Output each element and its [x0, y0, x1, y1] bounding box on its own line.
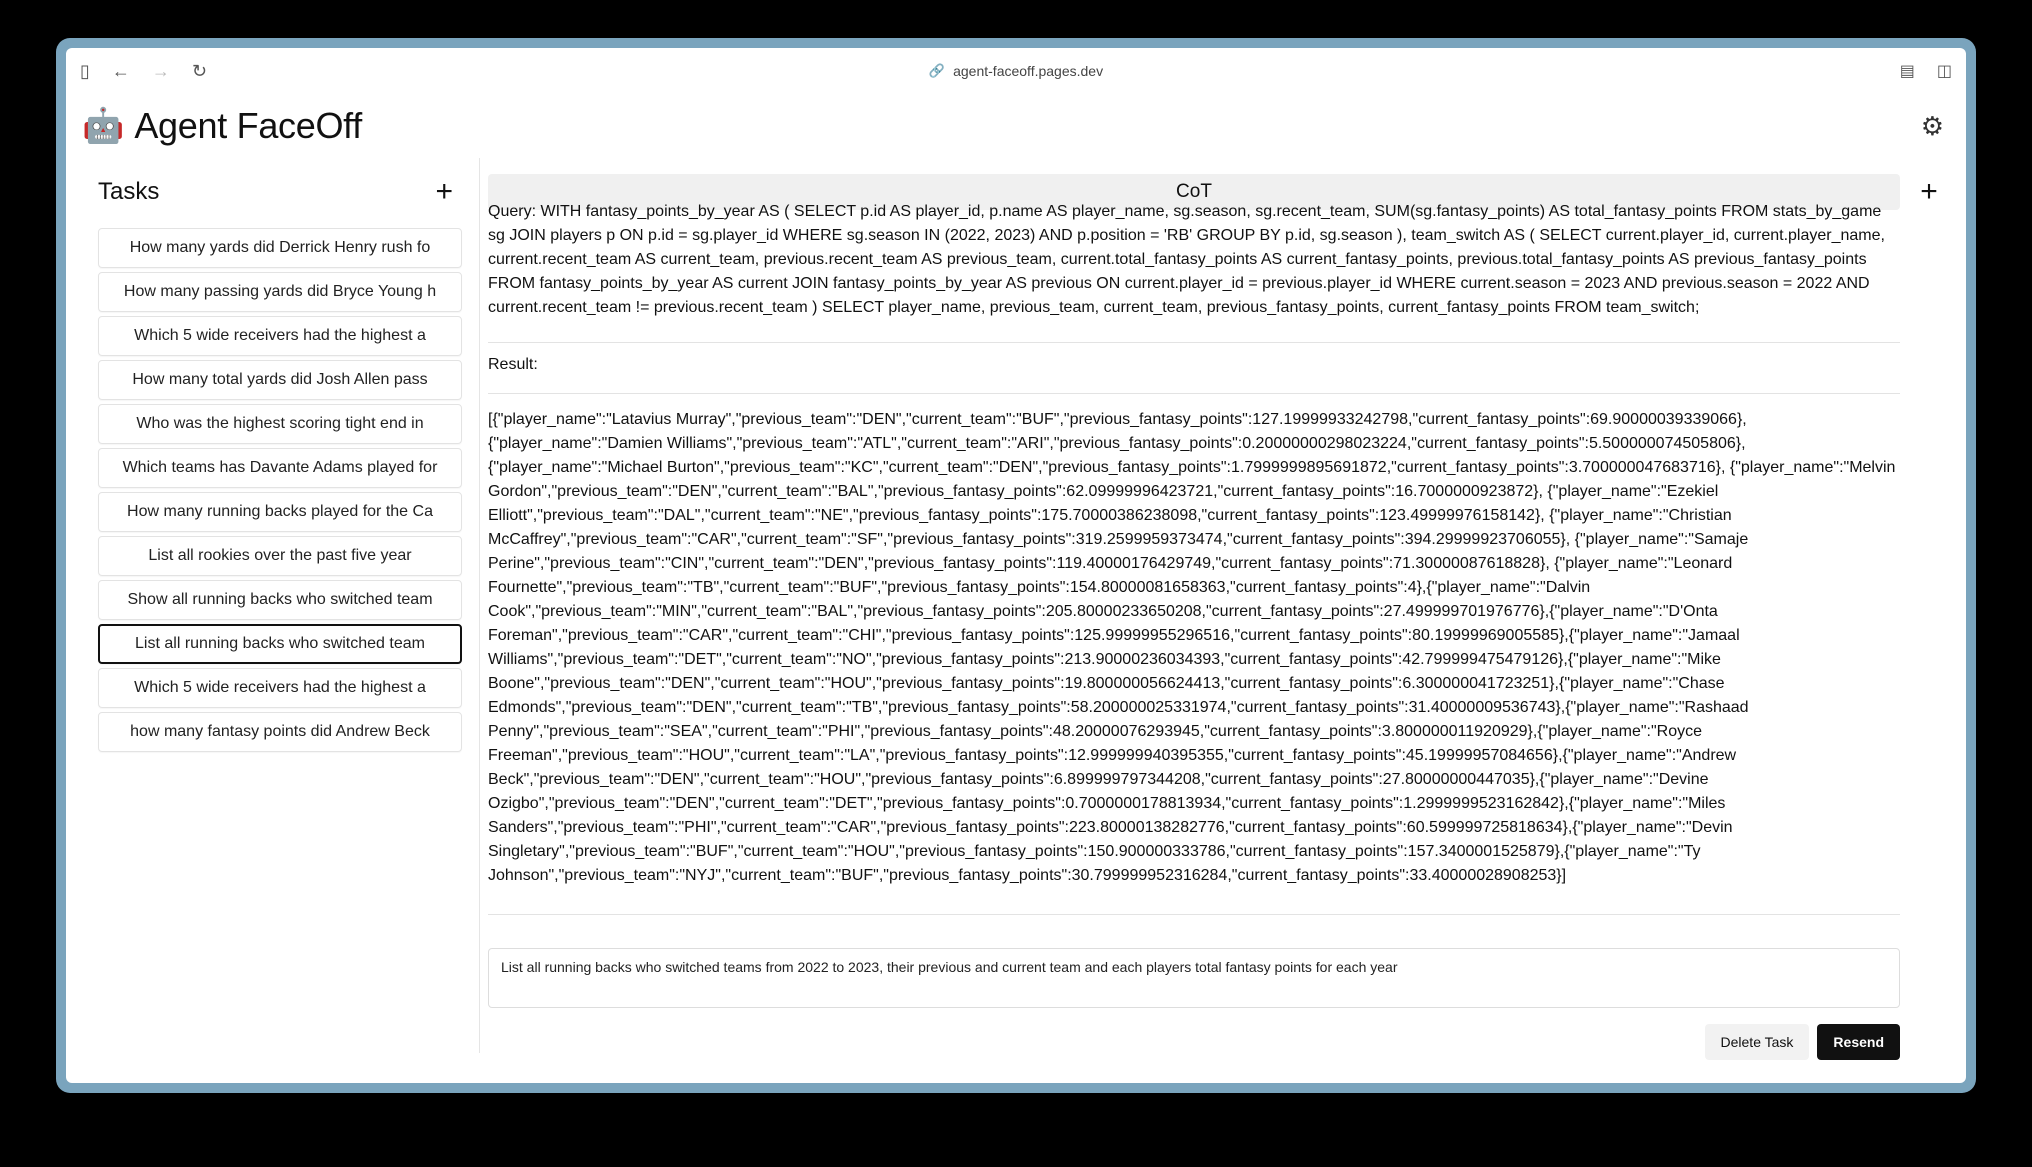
result-label: Result:	[488, 343, 1900, 394]
task-item[interactable]: Which 5 wide receivers had the highest a	[98, 668, 462, 708]
tasks-sidebar	[66, 158, 480, 1053]
browser-viewport	[66, 48, 1966, 1083]
add-task-button[interactable]: +	[435, 175, 453, 208]
task-item[interactable]: Which 5 wide receivers had the highest a	[98, 316, 462, 356]
main-panel	[480, 158, 1966, 1053]
task-list	[98, 228, 463, 752]
prompt-textarea[interactable]: List all running backs who switched teams from 2022 to 2023, their previous and current team and each players total fantasy points for each year	[488, 948, 1900, 1008]
back-icon[interactable]: ←	[111, 61, 130, 81]
address-bar[interactable]	[66, 48, 1966, 94]
sidebar-icon[interactable]: ▯	[80, 61, 90, 81]
result-text: [{"player_name":"Latavius Murray","previous_team":"DEN","current_team":"BUF","previous_fantasy_points":127.19999933242798,"current_fantasy_points":69.90000039339066}, {"player_name":"Damien Williams","previous_team":"ATL","current_team":"ARI","previous_fantasy_points":0.20000000298023224,"current_fantasy_points":5.500000074505806}, {"player_name":"Michael Burton","previous_team":"KC","current_team":"DEN","previous_fantasy_points":1.7999999895691872,"current_fantasy_points":3.700000047683716}, {"player_name":"Melvin Gordon","previous_team":"DEN","current_team":"BAL","previous_fantasy_points":62.09999996423721,"current_fantasy_points":16.7000000923872}, {"player_name":"Ezekiel Elliott","previous_team":"DAL","current_team":"NE","previous_fantasy_points":175.70000386238098,"current_fantasy_points":123.49999976158142}, {"player_name":"Christian McCaffrey","previous_team":"CAR","current_team":"SF","previous_fantasy_points":319.2599959373474,"current_fantasy_points":394.29999923706055}, {"player_name":"Samaje Perine","previous_team":"CIN","current_team":"DEN","previous_fantasy_points":119.40000176429749,"current_fantasy_points":71.30000087618828}, {"player_name":"Leonard Fournette","previous_team":"TB","current_team":"BUF","previous_fantasy_points":154.80000081658363,"current_fantasy_points":4},{"player_name":"Dalvin Cook","previous_team":"MIN","current_team":"BAL","previous_fantasy_points":205.80000233650208,"current_fantasy_points":27.499999701976776},{"player_name":"D'Onta Foreman","previous_team":"CAR","current_team":"CHI","previous_fantasy_points":125.99999955296516,"current_fantasy_points":80.19999969005585},{"player_name":"Jamaal Williams","previous_team":"DET","current_team":"NO","previous_fantasy_points":213.90000236034393,"current_fantasy_points":42.799999475479126},{"player_name":"Mike Boone","previous_team":"DEN","current_team":"HOU","previous_fantasy_points":19.800000056624413,"current_fantasy_points":6.300000041723251},{"player_name":"Chase Edmonds","previous_team":"DEN","current_team":"TB","previous_fantasy_points":58.200000025331974,"current_fantasy_points":31.40000009536743},{"player_name":"Rashaad Penny","previous_team":"SEA","current_team":"PHI","previous_fantasy_points":48.20000076293945,"current_fantasy_points":3.800000011920929},{"player_name":"Royce Freeman","previous_team":"HOU","current_team":"LA","previous_fantasy_points":12.999999940395355,"current_fantasy_points":45.19999957084656},{"player_name":"Andrew Beck","previous_team":"DEN","current_team":"HOU","previous_fantasy_points":6.899999797344208,"current_fantasy_points":27.80000000447035},{"player_name":"Devine Ozigbo","previous_team":"DEN","current_team":"DET","previous_fantasy_points":0.7000000178813934,"current_fantasy_points":1.2999999523162842},{"player_name":"Miles Sanders","previous_team":"PHI","current_team":"CAR","previous_fantasy_points":223.80000138282776,"current_fantasy_points":60.599999725818634},{"player_name":"Devin Singletary","previous_team":"BUF","current_team":"HOU","previous_fantasy_points":150.900000333786,"current_fantasy_points":157.3400001525879},{"player_name":"Ty Johnson","previous_team":"NYJ","current_team":"BUF","previous_fantasy_points":30.799999952316284,"current_fantasy_points":33.40000028908253}]	[488, 394, 1900, 915]
sidebar-title: Tasks	[98, 178, 160, 205]
sidebar-header	[98, 172, 463, 212]
cot-output-scroll[interactable]	[488, 200, 1900, 910]
tab-cot[interactable]: CoT	[488, 174, 1900, 210]
gear-icon[interactable]: ⚙	[1920, 110, 1944, 141]
action-buttons	[1705, 1024, 1900, 1060]
task-item[interactable]: List all rookies over the past five year	[98, 536, 462, 576]
browser-window	[56, 38, 1976, 1093]
split-view-icon[interactable]: ◫	[1936, 63, 1952, 80]
task-item[interactable]: Who was the highest scoring tight end in	[98, 404, 462, 444]
query-text: Query: WITH fantasy_points_by_year AS ( SELECT p.id AS player_id, p.name AS player_name, sg.season, sg.recent_team, SUM(sg.fantasy_points) AS total_fantasy_points FROM stats_by_game sg JOIN players p ON p.id = sg.player_id WHERE sg.season IN (2022, 2023) AND p.position = 'RB' GROUP BY p.id, sg.season ), team_switch AS ( SELECT current.player_id, current.player_name, current.recent_team AS current_team, previous.recent_team AS previous_team, current.total_fantasy_points AS current_fantasy_points, previous.total_fantasy_points AS previous_fantasy_points FROM fantasy_points_by_year AS current JOIN fantasy_points_by_year AS previous ON current.player_id = previous.player_id WHERE current.season = 2023 AND previous.season = 2022 AND current.recent_team != previous.recent_team ) SELECT player_name, previous_team, current_team, previous_fantasy_points, current_fantasy_points FROM team_switch;	[488, 200, 1900, 343]
browser-nav	[80, 62, 207, 80]
link-icon: 🔗	[928, 63, 946, 78]
task-item[interactable]: How many passing yards did Bryce Young h	[98, 272, 462, 312]
task-item[interactable]: Show all running backs who switched team	[98, 580, 462, 620]
reload-icon[interactable]: ↻	[191, 61, 207, 81]
task-item[interactable]: How many running backs played for the Ca	[98, 492, 462, 532]
resend-button[interactable]: Resend	[1817, 1024, 1900, 1060]
task-item[interactable]: Which teams has Davante Adams played for	[98, 448, 462, 488]
task-item[interactable]: How many yards did Derrick Henry rush fo	[98, 228, 462, 268]
browser-right-controls	[1900, 61, 1952, 81]
delete-task-button[interactable]: Delete Task	[1705, 1024, 1810, 1060]
robot-logo-icon: 🤖	[82, 107, 125, 145]
browser-toolbar	[66, 48, 1966, 94]
add-tab-button[interactable]: +	[1920, 175, 1938, 208]
task-item-active[interactable]: List all running backs who switched team	[98, 624, 462, 664]
task-item[interactable]: how many fantasy points did Andrew Beck	[98, 712, 462, 752]
app-content	[66, 158, 1966, 1053]
app-title: Agent FaceOff	[134, 105, 362, 146]
url-text: agent-faceoff.pages.dev	[953, 63, 1104, 79]
task-item[interactable]: How many total yards did Josh Allen pass	[98, 360, 462, 400]
reader-icon[interactable]: ▤	[1899, 63, 1915, 80]
app-header	[66, 94, 1966, 158]
forward-icon[interactable]: →	[151, 61, 170, 81]
